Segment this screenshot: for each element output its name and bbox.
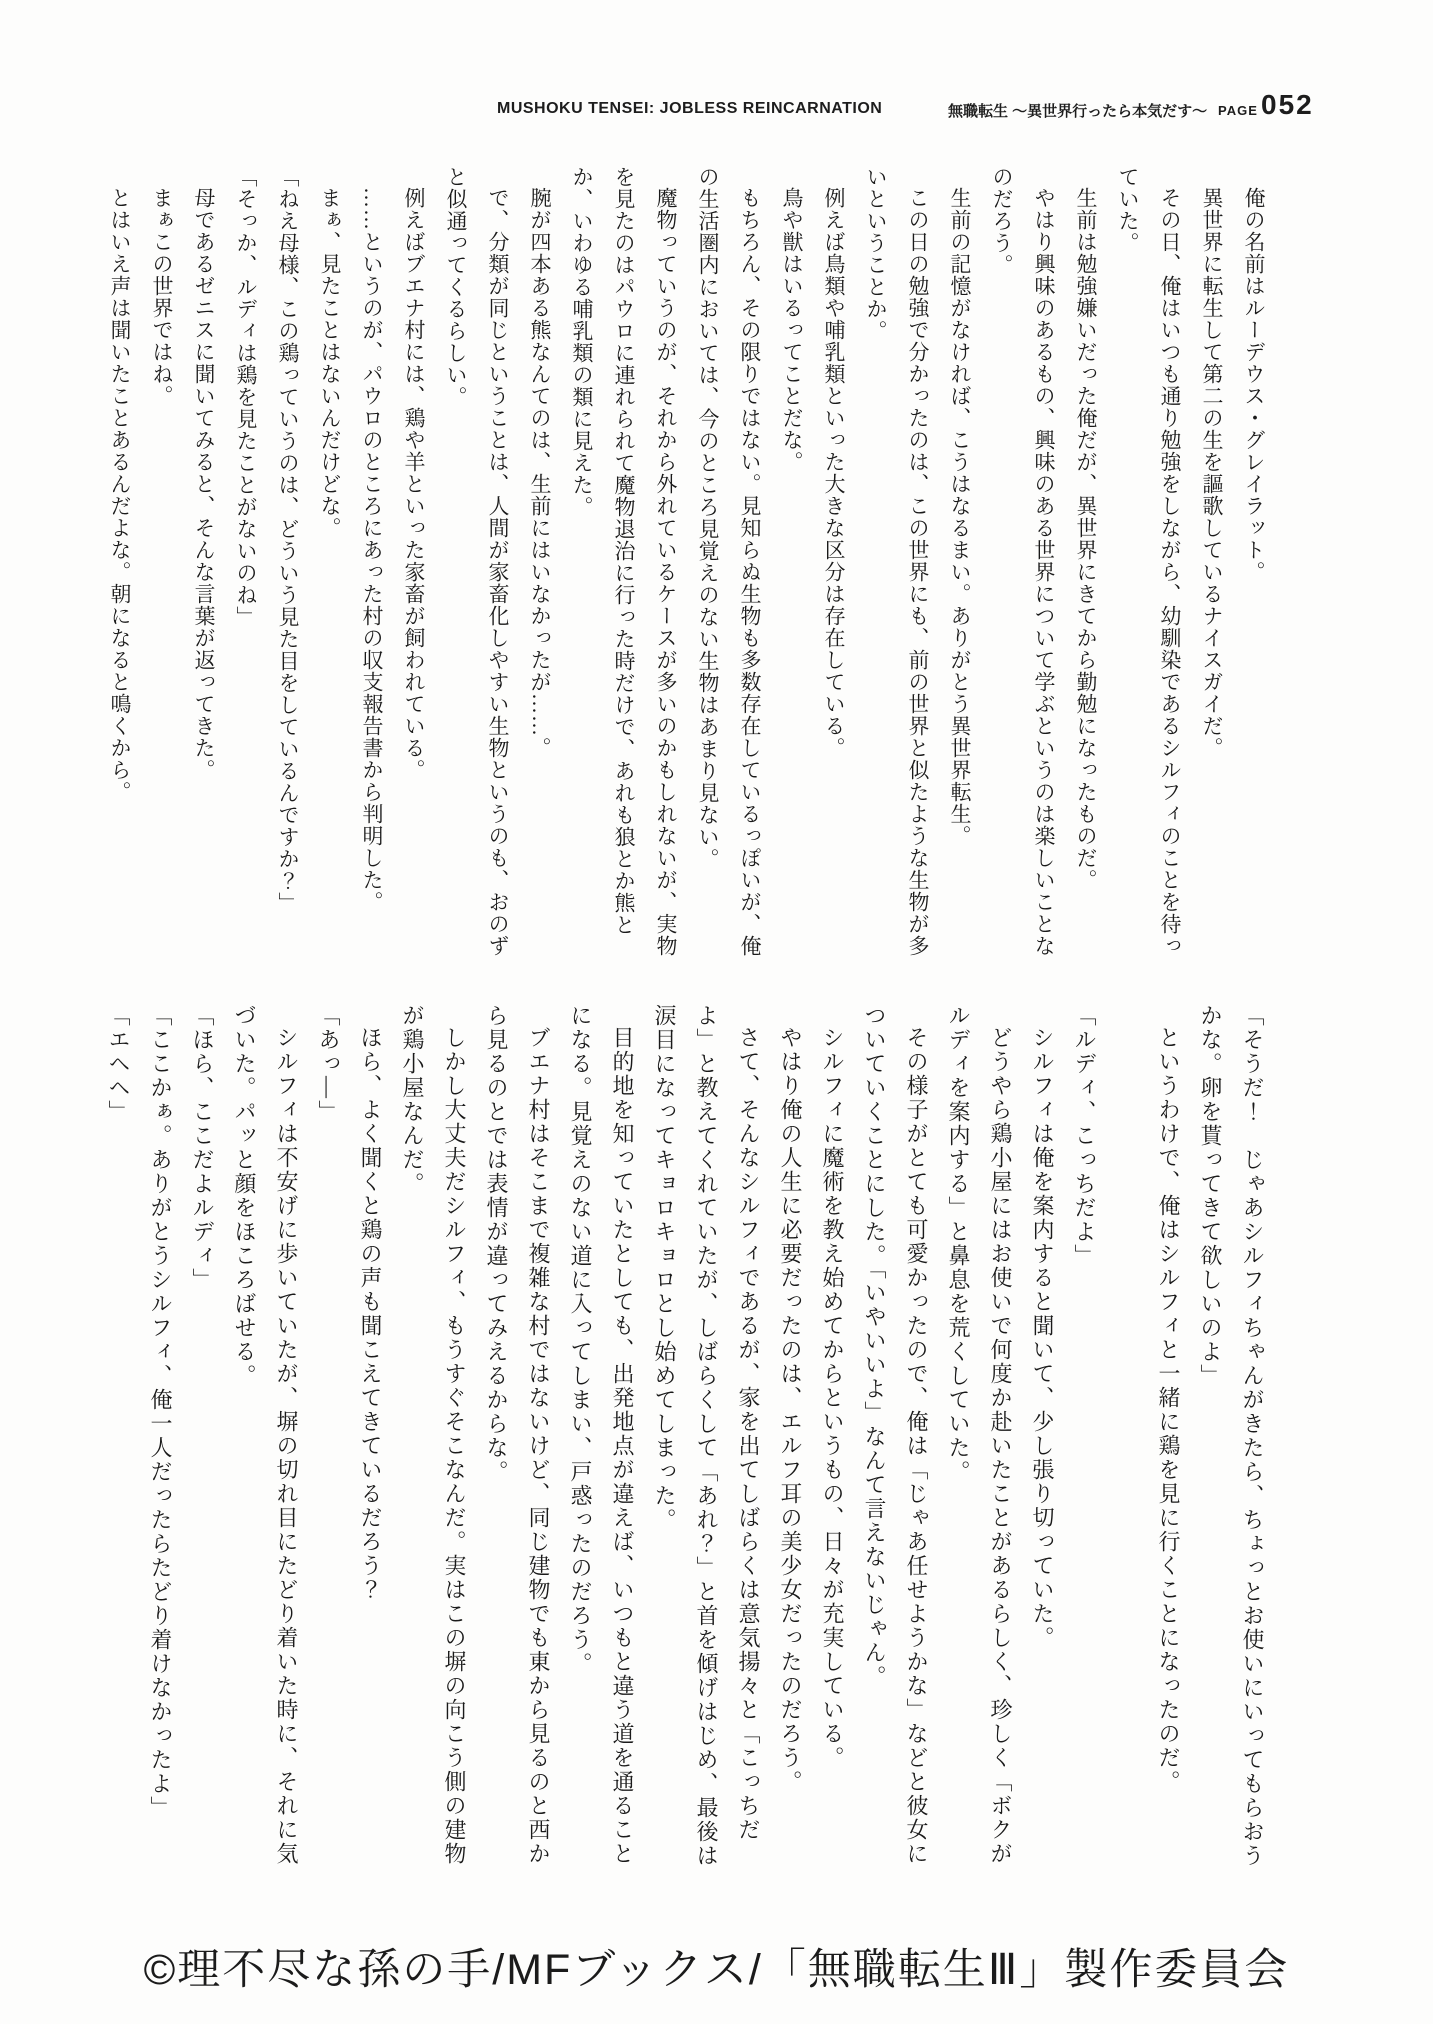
text-line: その様子がとても可愛かったので、俺は「じゃあ任せようかな」などと彼女についていくことにした。「いやいいよ」なんて言えないじゃん。 <box>862 1004 929 1866</box>
text-line: その日、俺はいつも通り勉強をしながら、幼馴染であるシルフィのことを待っていた。 <box>1116 166 1182 957</box>
text-line: さて、そんなシルフィであるが、家を出てしばらくは意気揚々と「こっちだよ」と教えてくれていたが、しばらくして「あれ？」と首を傾げはじめ、最後は涙目になってキョロキョロとし始めてしまった。 <box>652 1004 761 1868</box>
text-line: 生前は勉強嫌いだった俺だが、異世界にきてから勤勉になったものだ。 <box>1074 187 1098 891</box>
text-line: まぁこの世界ではね。 <box>150 187 174 407</box>
text-line: 「ここかぁ。ありがとうシルフィ、俺一人だったらたどり着けなかったよ」 <box>148 1004 173 1820</box>
text-line: やはり興味のあるもの、興味のある世界について学ぶというのは楽しいことなのだろう。 <box>990 166 1056 957</box>
text-line: もちろん、その限りではない。見知らぬ生物も多数存在しているっぽいが、俺の生活圏内においては、今のところ見覚えのない生物はあまり見ない。 <box>696 166 762 957</box>
text-line: 「ねえ母様、この鶏っていうのは、どういう見た目をしているんですか？」 <box>276 166 300 914</box>
text-line: 鳥や獣はいるってことだな。 <box>780 187 804 473</box>
text-line: 例えば鳥類や哺乳類といった大きな区分は存在している。 <box>822 187 846 759</box>
header-page-label: PAGE <box>1218 103 1258 118</box>
text-line: 母であるゼニスに聞いてみると、そんな言葉が返ってきた。 <box>192 187 216 781</box>
text-line: 「エヘヘ」 <box>106 1004 131 1124</box>
text-line: 目的地を知っていたとしても、出発地点が違えば、いつもと違う道を通ることになる。見覚えのない道に入ってしまい、戸惑ったのだろう。 <box>568 1004 635 1866</box>
text-line: というわけで、俺はシルフィと一緒に鶏を見に行くことになったのだ。 <box>1156 1026 1181 1794</box>
text-line: シルフィは不安げに歩いていたが、塀の切れ目にたどり着いた時に、それに気づいた。パッと顔をほころばせる。 <box>232 1004 299 1866</box>
header-title-jp: 無職転生 ～異世界行ったら本気だす～ <box>948 103 1208 120</box>
text-line: どうやら鶏小屋にはお使いで何度か赴いたことがあるらしく、珍しく「ボクがルディを案内する」と鼻息を荒くしていた。 <box>946 1004 1013 1866</box>
text-line: シルフィは俺を案内すると聞いて、少し張り切っていた。 <box>1030 1026 1055 1650</box>
text-line: しかし大丈夫だシルフィ、もうすぐそこなんだ。実はこの塀の向こう側の建物が鶏小屋なんだ。 <box>400 1004 467 1866</box>
text-line: 異世界に転生して第二の生を謳歌しているナイスガイだ。 <box>1200 187 1224 759</box>
text-line: 腕が四本ある熊なんてのは、生前にはいなかったが……。 <box>528 187 552 759</box>
novel-text-section-bottom <box>97 1004 1273 1872</box>
text-line: 「ほら、ここだよルディ」 <box>190 1004 215 1292</box>
text-line: ほら、よく聞くと鶏の声も聞こえてきているだろう？ <box>358 1026 383 1602</box>
text-line: 魔物っていうのが、それから外れているケースが多いのかもしれないが、実物を見たのはパウロに連れられて魔物退治に行った時だけで、あれも狼とか熊とか、いわゆる哺乳類の類に見えた。 <box>570 166 678 957</box>
text-line: 生前の記憶がなければ、こうはなるまい。ありがとう異世界転生。 <box>948 187 972 847</box>
text-line: まぁ、見たことはないんだけどな。 <box>318 187 342 539</box>
novel-text-section-top <box>99 166 1275 960</box>
text-line: シルフィに魔術を教え始めてからというもの、日々が充実している。 <box>820 1026 845 1770</box>
copyright-text: ©理不尽な孫の手/MFブックス/「無職転生Ⅲ」製作委員会 <box>143 1946 1290 1994</box>
text-line: 「そうだ！ じゃあシルフィちゃんがきたら、ちょっとお使いにいってもらおうかな。卵を貰ってきて欲しいのよ」 <box>1198 1004 1265 1868</box>
text-line: 「ルディ、こっちだよ」 <box>1072 1004 1097 1268</box>
text-line: 「そっか、ルディは鶏を見たことがないのね」 <box>234 166 258 628</box>
text-line: 例えばブエナ村には、鶏や羊といった家畜が飼われている。 <box>402 187 426 781</box>
header-title-en: MUSHOKU TENSEI: JOBLESS REINCARNATION <box>497 100 883 117</box>
text-line: 「あっ―」 <box>316 1004 341 1124</box>
text-line: ……というのが、パウロのところにあった村の収支報告書から判明した。 <box>360 187 384 913</box>
text-line: ブエナ村はそこまで複雑な村ではないけど、同じ建物でも東から見るのと西から見るのとでは表情が違ってみえるからな。 <box>484 1004 551 1866</box>
page-footer <box>0 1936 1433 1997</box>
text-line: この日の勉強で分かったのは、この世界にも、前の世界と似たような生物が多いということか。 <box>864 166 930 957</box>
text-line: やはり俺の人生に必要だったのは、エルフ耳の美少女だったのだろう。 <box>778 1026 803 1794</box>
text-line: で、分類が同じということは、人間が家畜化しやすい生物というのも、おのずと似通ってくるらしい。 <box>444 166 510 957</box>
text-line: 俺の名前はルーデウス・グレイラット。 <box>1242 187 1266 583</box>
header-page-number: 052 <box>1261 89 1314 120</box>
text-line: とはいえ声は聞いたことあるんだよな。朝になると鳴くから。 <box>108 187 132 803</box>
